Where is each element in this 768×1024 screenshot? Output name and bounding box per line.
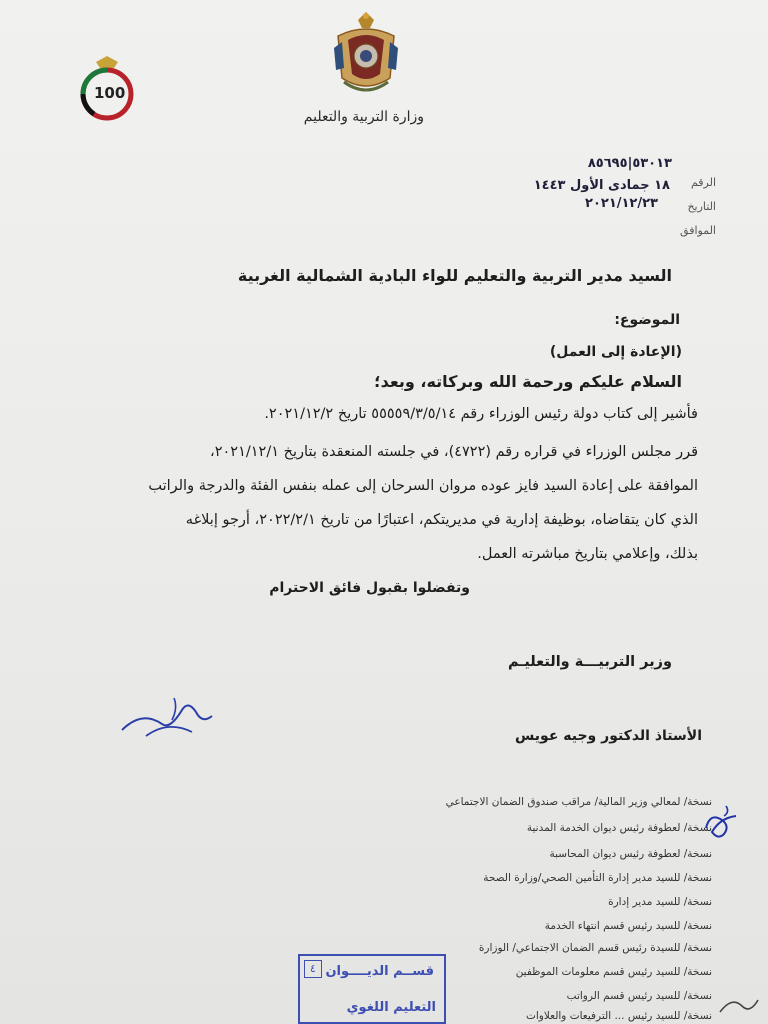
greeting: السلام عليكم ورحمة الله وبركاته، وبعد؛ <box>374 372 682 391</box>
stamp-line-2: التعليم اللغوي <box>346 1000 436 1015</box>
date-label: التاريخ <box>687 200 716 213</box>
body-paragraph-2-line-1: قرر مجلس الوزراء في قراره رقم (٤٧٢٢)، في جلسته المنعقدة بتاريخ ٢٠٢١/١٢/١، <box>210 444 698 460</box>
initials-mark <box>700 798 744 846</box>
stamp-line-1: قســم الديــــوان <box>325 964 434 979</box>
hijri-date: ١٨ جمادى الأول ١٤٤٣ <box>533 178 670 193</box>
royal-crest-emblem <box>330 8 402 100</box>
copy-item: نسخة/ للسيد رئيس قسم الرواتب <box>566 990 712 1002</box>
number-label: الرقم <box>690 176 716 189</box>
signer-title: وزير التربيـــة والتعليـم <box>508 654 672 670</box>
body-paragraph-1: فأشير إلى كتاب دولة رئيس الوزراء رقم ٥٥٥٥٩/٣/٥/١٤ تاريخ ٢٠٢١/١٢/٢. <box>264 406 698 422</box>
copy-item: نسخة/ لعطوفة رئيس ديوان الخدمة المدنية <box>526 822 712 834</box>
body-paragraph-2-line-3: الذي كان يتقاضاه، بوظيفة إدارية في مديريتكم، اعتبارًا من تاريخ ٢٠٢٢/٢/١، أرجو إبلاغه <box>185 512 698 528</box>
centennial-badge <box>74 56 140 122</box>
closing-line: وتفضلوا بقبول فائق الاحترام <box>269 580 470 596</box>
body-paragraph-2-line-2: الموافقة على إعادة السيد فايز عوده مروان السرحان إلى عمله بنفس الفئة والدرجة والراتب <box>148 478 698 494</box>
copy-item: نسخة/ لمعالي وزير المالية/ مراقب صندوق الضمان الاجتماعي <box>445 796 712 808</box>
copy-item: نسخة/ لعطوفة رئيس ديوان المحاسبة <box>549 848 712 860</box>
stamp-number: ٤ <box>304 960 322 978</box>
signer-name: الأستاذ الدكتور وجيه عويس <box>515 728 702 744</box>
copy-item: نسخة/ للسيد مدير إدارة التأمين الصحي/وزارة الصحة <box>483 872 712 884</box>
gregorian-date: ٢٠٢١/١٢/٢٣ <box>585 196 658 211</box>
ministry-logo: وزارة التربية والتعليم <box>303 109 424 125</box>
copy-item: نسخة/ للسيد رئيس قسم انتهاء الخدمة <box>544 920 712 932</box>
initials-mark <box>716 990 760 1020</box>
addressee: السيد مدير التربية والتعليم للواء البادية الشمالية الغربية <box>237 266 672 285</box>
copy-item: نسخة/ للسيد رئيس قسم معلومات الموظفين <box>515 966 712 978</box>
copy-item: نسخة/ للسيدة رئيس قسم الضمان الاجتماعي/ الوزارة <box>478 942 712 954</box>
copy-item: نسخة/ للسيد مدير إدارة <box>608 896 712 908</box>
subject: (الإعادة إلى العمل) <box>549 344 682 360</box>
centennial-badge-number: 100 <box>94 84 126 102</box>
handwritten-signature <box>112 690 222 746</box>
body-paragraph-2-line-4: بذلك، وإعلامي بتاريخ مباشرته العمل. <box>477 546 698 562</box>
subject-label: الموضوع: <box>614 312 680 328</box>
registry-stamp <box>298 954 446 1024</box>
copy-item: نسخة/ للسيد رئيس ... الترفيعات والعلاوات <box>525 1010 712 1022</box>
corresponding-label: الموافق <box>680 224 716 237</box>
reference-number: ٥٣٠١٣|٨٥٦٩٥ <box>587 156 672 171</box>
